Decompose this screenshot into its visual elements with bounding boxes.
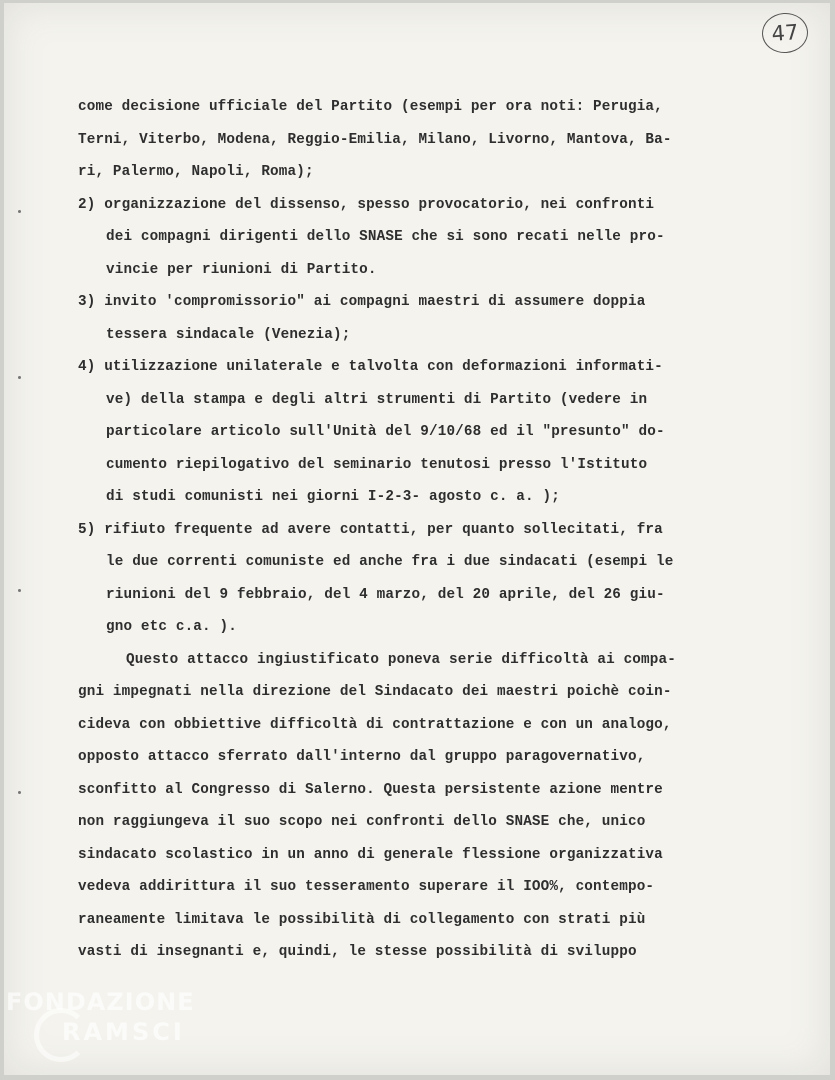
text-line: cumento riepilogativo del seminario tenutosi presso l'Istituto — [106, 456, 648, 473]
text-line: le due correnti comuniste ed anche fra i due sindacati (esempi le — [106, 554, 674, 570]
text-line: opposto attacco sferrato dall'interno dal gruppo paragovernativo, — [78, 749, 646, 765]
fondazione-gramsci-logo — [6, 988, 266, 1068]
margin-mark — [18, 376, 21, 379]
list-item-2: 2) organizzazione del dissenso, spesso provocatorio, nei confronti — [78, 196, 655, 213]
text-line: vasti di insegnanti e, quindi, le stesse possibilità di sviluppo — [78, 944, 637, 960]
text-line: cideva con obbiettive difficoltà di contrattazione e con un analogo, — [78, 716, 672, 733]
text-line: tessera sindacale (Venezia); — [106, 326, 351, 343]
text-line: ve) della stampa e degli altri strumenti di Partito (vedere in — [106, 391, 648, 408]
text-line: gni impegnati nella direzione del Sindacato dei maestri poichè coin- — [78, 684, 672, 700]
text-line: sindacato scolastico in un anno di generale flessione organizzativa — [78, 846, 663, 863]
text-line: non raggiungeva il suo scopo nei confronti dello SNASE che, unico — [78, 814, 646, 830]
text-line: Terni, Viterbo, Modena, Reggio-Emilia, Milano, Livorno, Mantova, Ba- — [78, 131, 672, 148]
text-line: vedeva addirittura il suo tesseramento superare il IOO%, contempo- — [78, 879, 655, 895]
logo-line-1: FONDAZIONE — [6, 988, 195, 1016]
text-line: sconfitto al Congresso di Salerno. Questa persistente azione mentre — [78, 781, 663, 798]
margin-mark — [18, 589, 21, 592]
logo-line-2: RAMSCI — [62, 1018, 185, 1046]
margin-mark — [18, 210, 21, 213]
list-item-4: 4) utilizzazione unilaterale e talvolta con deformazioni informati- — [78, 359, 663, 375]
text-line: come decisione ufficiale del Partito (esempi per ora noti: Perugia, — [78, 99, 663, 115]
list-item-3: 3) invito 'compromissorio" ai compagni maestri di assumere doppia — [78, 294, 646, 310]
text-line: di studi comunisti nei giorni I-2-3- agosto c. a. ); — [106, 489, 560, 505]
text-line: gno etc c.a. ). — [106, 619, 237, 635]
text-line: ri, Palermo, Napoli, Roma); — [78, 164, 314, 180]
text-line: dei compagni dirigenti dello SNASE che si sono recati nelle pro- — [106, 229, 665, 245]
text-line: raneamente limitava le possibilità di collegamento con strati più — [78, 911, 646, 928]
text-line: particolare articolo sull'Unità del 9/10/68 ed il "presunto" do- — [106, 424, 665, 440]
text-line: riunioni del 9 febbraio, del 4 marzo, del 20 aprile, del 26 giu- — [106, 586, 665, 603]
margin-mark — [18, 791, 21, 794]
typewritten-text — [78, 91, 758, 969]
document-page — [4, 3, 830, 1075]
page-number: 47 — [761, 11, 810, 54]
list-item-5: 5) rifiuto frequente ad avere contatti, per quanto sollecitati, fra — [78, 521, 663, 538]
text-line: vincie per riunioni di Partito. — [106, 261, 377, 278]
paragraph-start: Questo attacco ingiustificato poneva serie difficoltà ai compa- — [126, 651, 676, 668]
